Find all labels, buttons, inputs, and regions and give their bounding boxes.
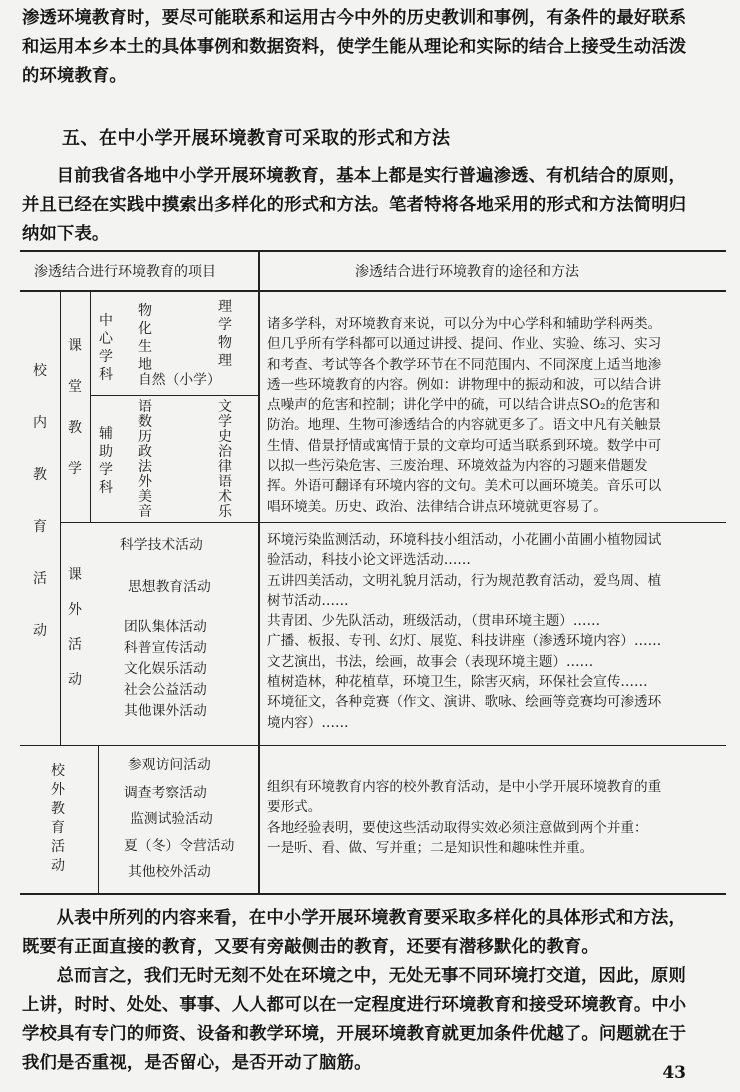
text-line: 点噪声的危害和控制；讲化学中的硫，可以结合讲点SO₂的危害和 [267, 397, 660, 414]
text-line: 上讲，时时、处处、事事、人人都可以在一定程度进行环境教育和接受环境教育。中小 [22, 995, 687, 1015]
extracurricular-label [65, 558, 85, 698]
text-line: 的环境教育。 [22, 66, 127, 86]
row-divider-subjects [90, 395, 258, 396]
text-line: 渗透环境教育时，要尽可能联系和运用古今中外的历史教训和事例，有条件的最好联系 [22, 8, 687, 28]
text-line: 和运用本乡本土的具体事例和数据资料，使学生能从理论和实际的结合上接受生动活泼 [22, 37, 687, 57]
core-subject-col-2-text: 理学物理 [218, 299, 232, 369]
extracurricular-item: 文化娱乐活动 [124, 661, 207, 677]
text-line: 唱环境美。历史、政治、法律结合讲点环境就更容易了。 [267, 498, 607, 515]
off-campus-item: 夏（冬）令营活动 [124, 838, 235, 854]
aux-subjects-label-text: 辅助学科 [99, 426, 113, 496]
core-subjects-label [96, 312, 116, 384]
top-paragraph [22, 4, 722, 91]
col-divider-classroom [90, 291, 91, 522]
text-line: 和考查、考试等各个教学环节在不同范围内、不同深度上适当地渗 [267, 356, 662, 373]
row-divider-in-school [20, 745, 726, 746]
after-paragraph [22, 904, 722, 1078]
page-number: 43 [662, 1063, 686, 1083]
row-divider-classroom [60, 522, 726, 523]
text-line: 从表中所列的内容来看，在中小学开展环境教育要采取多样化的具体形式和方法， [56, 908, 686, 928]
text-line: 纳如下表。 [22, 224, 110, 244]
text-line: 一是听、看、做、写并重；二是知识性和趣味性并重。 [267, 839, 594, 856]
text-line: 既要有正面直接的教育，又要有旁敲侧击的教育，还要有潜移默化的教育。 [22, 937, 599, 957]
text-line: 目前我省各地中小学开展环境教育，基本上都是实行普遍渗透、有机结合的原则， [56, 166, 686, 186]
text-line: 并且已经在实践中摸索出多样化的形式和方法。笔者特将各地采用的形式和方法简明归 [22, 195, 687, 215]
aux-subjects-label [96, 425, 116, 497]
header-left: 渗透结合进行环境教育的项目 [34, 264, 216, 280]
text-line: 环境污染监测活动，环境科技小组活动，小花圃小苗圃小植物园试 [267, 532, 662, 548]
off-campus-item: 调查考察活动 [124, 785, 207, 801]
core-subject-nature: 自然（小学） [138, 372, 221, 388]
extracurricular-item: 其他课外活动 [124, 703, 207, 719]
text-line: 境内容）…… [267, 714, 349, 731]
text-line: 组织有环境教育内容的校外教育活动，是中小学开展环境教育的重 [267, 779, 662, 795]
off-campus-label [48, 762, 68, 876]
col-divider-off-campus [98, 746, 99, 894]
table-header-divider [20, 290, 726, 292]
text-line: 广播、板报、专刊、幻灯、展览、科技讲座（渗透环境内容）…… [267, 633, 662, 650]
core-subject-col-1-text: 物化生地 [138, 303, 152, 373]
extracurricular-item: 思想教育活动 [128, 579, 211, 595]
classroom-label [65, 326, 85, 490]
extracurricular-item: 团队集体活动 [124, 619, 207, 635]
text-line: 透一些环境教育的内容。例如：讲物理中的振动和波，可以结合讲 [267, 376, 662, 393]
text-line: 我们是否重视，是否留心，是否开动了脑筋。 [22, 1053, 372, 1073]
text-line: 环境征文，各种竞赛（作文、演讲、歌咏、绘画等竞赛均可渗透环 [267, 694, 662, 711]
col-divider-main [258, 250, 260, 895]
text-line: 五讲四美活动，文明礼貌月活动，行为规范教育活动，爱鸟周、植 [267, 572, 662, 589]
aux-subject-col-2-text: 文学史治律语术乐 [218, 399, 232, 520]
text-line: 诸多学科，对环境教育来说，可以分为中心学科和辅助学科两类。 [267, 316, 662, 332]
methods-table [20, 250, 726, 895]
text-line: 以拟一些污染危害、三废治理、环境效益为内容的习题来借题发 [267, 458, 648, 475]
table-bottom-border [20, 893, 726, 895]
table-top-border [20, 250, 726, 252]
extracurricular-item: 科学技术活动 [120, 537, 203, 553]
text-line: 植树造林，种花植草，环境卫生，除害灭病，环保社会宣传…… [267, 674, 648, 691]
off-campus-item: 其他校外活动 [128, 864, 211, 880]
text-line: 文艺演出，书法，绘画，故事会（表现环境主题）…… [267, 653, 594, 670]
text-line: 防治。地理、生物可渗透结合的内容就更多了。语文中凡有关触景 [267, 417, 662, 434]
section-heading: 五、在中小学开展环境教育可采取的形式和方法 [62, 128, 451, 149]
aux-subject-col-2 [215, 400, 235, 520]
off-campus-item: 监测试验活动 [130, 811, 213, 827]
header-right: 渗透结合进行环境教育的途径和方法 [355, 264, 579, 280]
text-line: 总而言之，我们无时无刻不处在环境之中，无处无事不同环境打交道，因此，原则 [56, 966, 686, 986]
intro-paragraph [22, 162, 722, 249]
off-campus-item: 参观访问活动 [128, 757, 211, 773]
core-subject-col-2 [215, 298, 235, 370]
text-line: 但几乎所有学科都可以通过讲授、提问、作业、实验、练习、实习 [267, 336, 662, 353]
extracurricular-item: 科普宣传活动 [124, 640, 207, 656]
text-line: 共青团、少先队活动，班级活动，（贯串环境主题）…… [267, 613, 601, 630]
aux-subject-col-1-text: 语数历政法外美音 [138, 399, 152, 520]
core-subject-col-1 [135, 302, 155, 374]
text-line: 树节活动…… [267, 592, 349, 609]
in-school-label [30, 345, 50, 657]
col-divider-in-school [60, 291, 61, 745]
text-line: 各地经验表明，要使这些活动取得实效必须注意做到两个并重： [267, 819, 648, 836]
text-line: 生情、借景抒情或寓情于景的文章均可适当联系到环境。数学中可 [267, 437, 662, 454]
off-campus-label-text: 校外教育活动 [51, 763, 65, 874]
classroom-text [267, 314, 723, 517]
text-line: 要形式。 [267, 799, 322, 816]
classroom-label-text: 课堂教学 [68, 338, 82, 477]
text-line: 验活动，科技小论文评选活动…… [267, 552, 471, 569]
aux-subject-col-1 [135, 400, 155, 520]
in-school-label-text: 校内教育活动 [33, 363, 47, 639]
core-subjects-label-text: 中心学科 [99, 313, 113, 383]
extracurricular-item: 社会公益活动 [124, 682, 207, 698]
extracurricular-label-text: 课外活动 [68, 567, 82, 688]
text-line: 学校具有专门的师资、设备和教学环境，开展环境教育就更加条件优越了。问题就在于 [22, 1024, 687, 1044]
extracurricular-text [267, 530, 723, 733]
off-campus-text [267, 777, 723, 858]
text-line: 挥。外语可翻译有环境内容的文句。美术可以画环境美。音乐可以 [267, 478, 662, 495]
